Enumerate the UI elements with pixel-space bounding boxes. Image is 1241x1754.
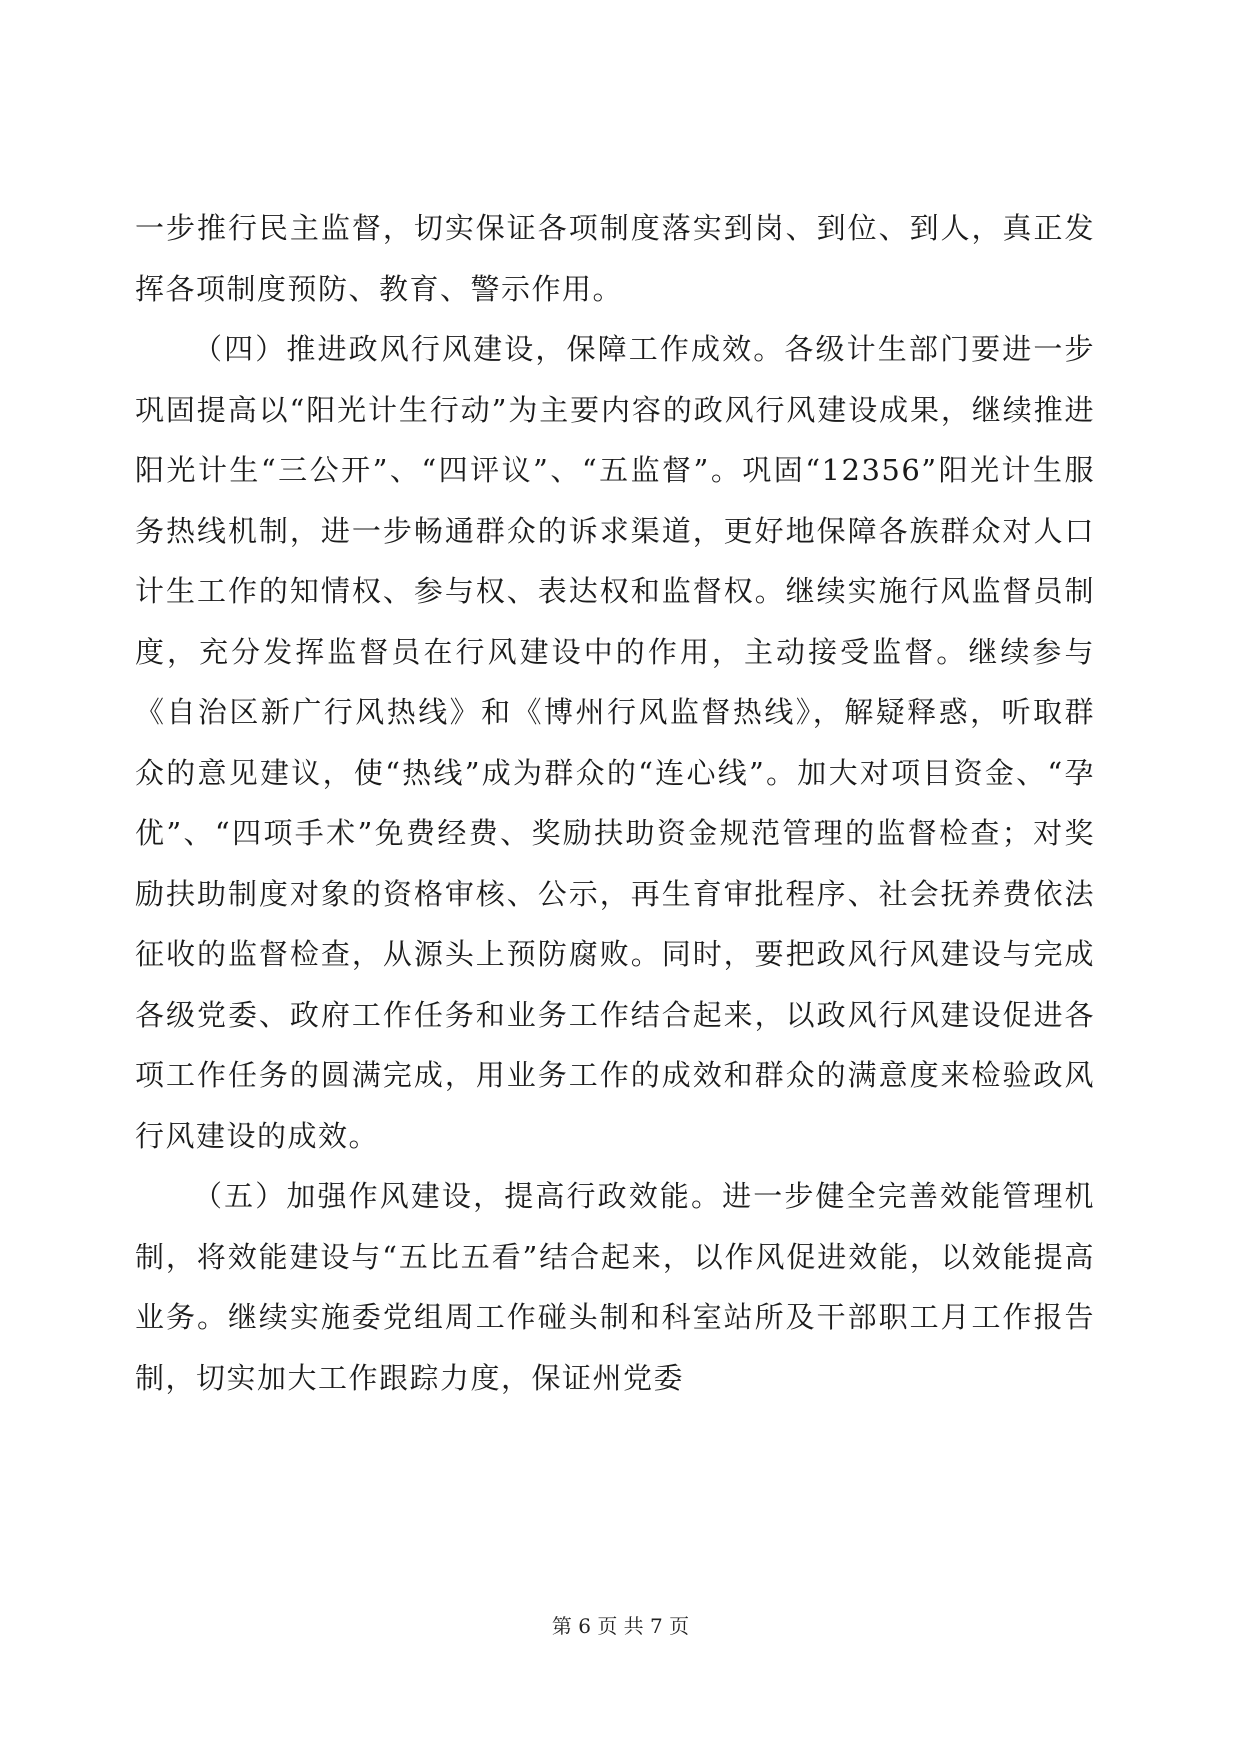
page-number-footer: 第 6 页 共 7 页 (551, 1614, 690, 1638)
paragraph-1: 一步推行民主监督，切实保证各项制度落实到岗、到位、到人，真正发挥各项制度预防、教育、警示作用。 (135, 211, 1095, 306)
paragraph-3-section-five: （五）加强作风建设，提高行政效能。进一步健全完善效能管理机制，将效能建设与“五比五看”结合起来，以作风促进效能，以效能提高业务。继续实施委党组周工作碰头制和科室站所及干部职工月工作报告制，切实加大工作跟踪力度，保证州党委 (135, 1179, 1095, 1395)
paragraph-2-section-four: （四）推进政风行风建设，保障工作成效。各级计生部门要进一步巩固提高以“阳光计生行动”为主要内容的政风行风建设成果，继续推进阳光计生“三公开”、“四评议”、“五监督”。巩固“12356”阳光计生服务热线机制，进一步畅通群众的诉求渠道，更好地保障各族群众对人口计生工作的知情权、参与权、表达权和监督权。继续实施行风监督员制度，充分发挥监督员在行风建设中的作用，主动接受监督。继续参与《自治区新广行风热线》和《博州行风监督热线》，解疑释惑，听取群众的意见建议，使“热线”成为群众的“连心线”。加大对项目资金、“孕优”、“四项手术”免费经费、奖励扶助资金规范管理的监督检查；对奖励扶助制度对象的资格审核、公示，再生育审批程序、社会抚养费依法征收的监督检查，从源头上预防腐败。同时，要把政风行风建设与完成各级党委、政府工作任务和业务工作结合起来，以政风行风建设促进各项工作任务的圆满完成，用业务工作的成效和群众的满意度来检验政风行风建设的成效。 (135, 332, 1095, 1153)
document-body (135, 198, 1095, 1408)
